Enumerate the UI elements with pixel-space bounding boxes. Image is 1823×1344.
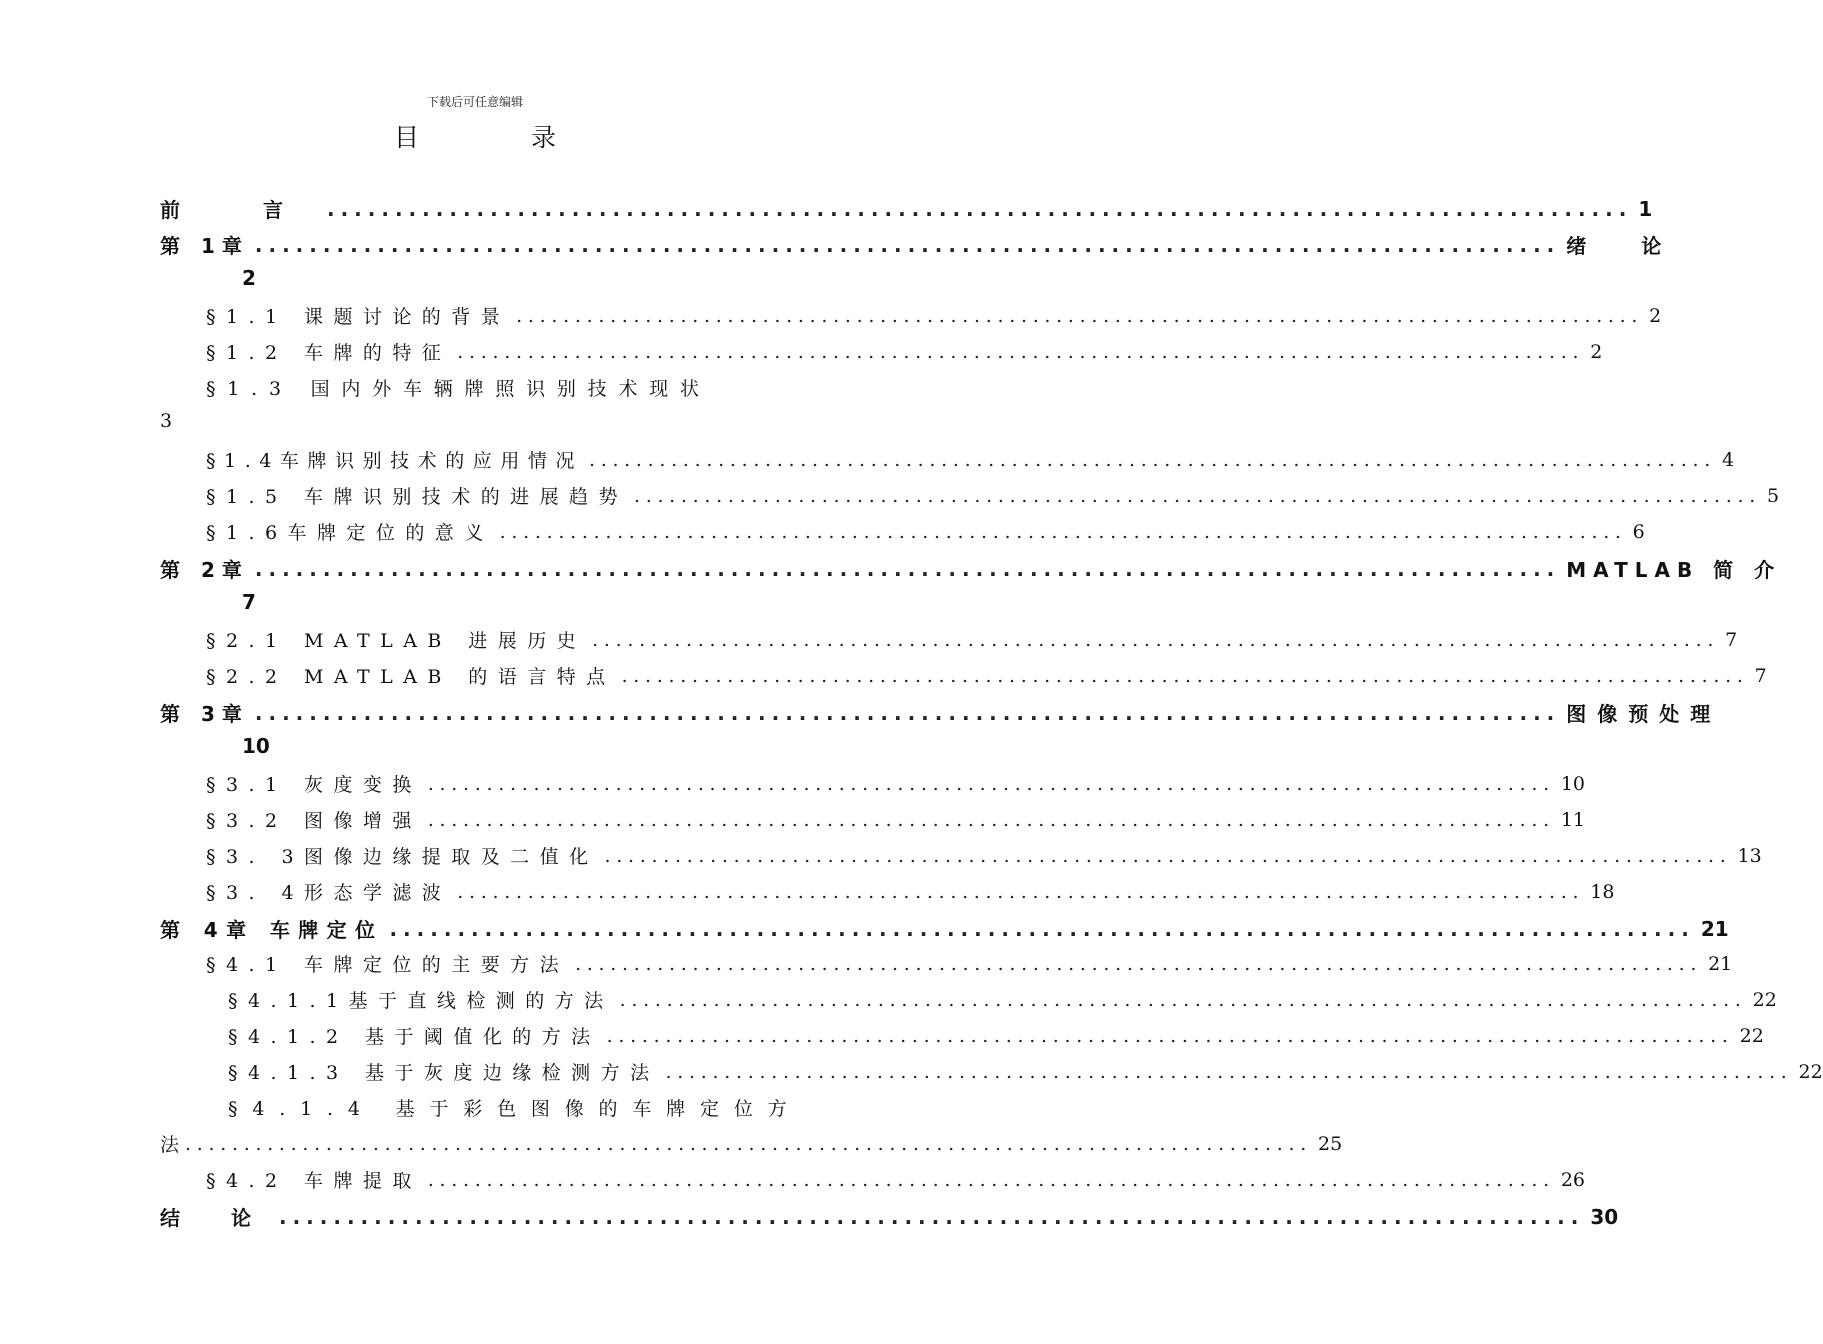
toc-entry[interactable]	[206, 626, 1738, 653]
toc-label: §3.2 图像增强	[206, 810, 422, 832]
toc-label: §1.4车牌识别技术的应用情况	[206, 450, 583, 472]
toc-page: 4	[1721, 448, 1735, 471]
toc-label-continued: 法	[160, 1134, 180, 1156]
toc-label: §1.3 国内外车辆牌照识别技术现状	[206, 378, 711, 400]
toc-page: 10	[242, 734, 270, 758]
toc-entry[interactable]	[206, 446, 1735, 473]
toc-leader: ................................................................................................	[588, 448, 1716, 471]
toc-leader: ................................................................................................	[427, 772, 1555, 795]
toc-entry[interactable]	[160, 698, 1722, 727]
toc-entry[interactable]	[228, 986, 1777, 1013]
toc-chapter-title: 图像预处理	[1566, 702, 1722, 726]
toc-leader: ................................................................................................	[427, 1168, 1555, 1191]
toc-label: §2.2 MATLAB 的语言特点	[206, 666, 616, 688]
toc-label: §1.6车牌定位的意义	[206, 522, 494, 544]
toc-entry[interactable]	[160, 914, 1729, 943]
toc-label: 前 言	[160, 198, 321, 222]
toc-page: 2	[1590, 340, 1603, 363]
toc-entry[interactable]	[206, 338, 1603, 365]
toc-leader: ................................................................................................	[254, 556, 1561, 581]
toc-leader: ................................................................................................	[254, 232, 1561, 257]
toc-page: 3	[160, 410, 173, 432]
toc-leader: ................................................................................................	[457, 340, 1585, 363]
toc-label: §4.1.3 基于灰度边缘检测方法	[228, 1062, 660, 1084]
toc-label: 结 论	[160, 1206, 273, 1230]
toc-page: 6	[1632, 520, 1645, 543]
toc-entry[interactable]	[206, 806, 1585, 833]
toc-label: §1.2 车牌的特征	[206, 342, 452, 364]
toc-leader: ................................................................................................	[499, 520, 1627, 543]
toc-entry[interactable]	[206, 950, 1733, 977]
toc-page: 7	[1754, 664, 1767, 687]
toc-leader: ................................................................................................	[516, 304, 1644, 327]
toc-chapter-title: MATLAB 简 介	[1566, 558, 1782, 582]
toc-page: 30	[1590, 1204, 1619, 1229]
toc-label: 第 1章	[160, 234, 249, 258]
toc-page: 2	[242, 266, 256, 290]
toc-entry[interactable]	[160, 554, 1782, 583]
toc-label: 第 4章 车牌定位	[160, 918, 384, 942]
toc-page: 22	[1752, 988, 1777, 1011]
toc-label: §1.5 车牌识别技术的进展趋势	[206, 486, 628, 508]
page-title: 目 录	[394, 123, 608, 152]
toc-leader: ................................................................................................	[604, 844, 1732, 867]
toc-page: 10	[1560, 772, 1585, 795]
toc-label: §4.1.4 基于彩色图像的车牌定位方	[228, 1098, 802, 1120]
toc-leader: ................................................................................................	[278, 1204, 1585, 1229]
toc-entry-continued[interactable]	[160, 1130, 1343, 1157]
toc-page: 5	[1766, 484, 1780, 507]
toc-entry[interactable]	[228, 1094, 828, 1121]
toc-leader: ................................................................................................	[457, 880, 1585, 903]
toc-label: §4.1.2 基于阈值化的方法	[228, 1026, 601, 1048]
toc-leader: ................................................................................................	[619, 988, 1747, 1011]
toc-leader: ................................................................................................	[326, 196, 1633, 221]
toc-entry[interactable]	[160, 230, 1686, 259]
header-note: 下载后可任意编辑	[426, 95, 523, 109]
toc-label: §2.1 MATLAB 进展历史	[206, 630, 587, 652]
toc-leader: ................................................................................................	[606, 1024, 1734, 1047]
toc-page: 26	[1560, 1168, 1585, 1191]
toc-label: §3.1 灰度变换	[206, 774, 422, 796]
toc-entry[interactable]	[206, 482, 1780, 509]
toc-label: §4.1.1基于直线检测的方法	[228, 990, 614, 1012]
toc-leader: ................................................................................................	[185, 1132, 1313, 1155]
toc-entry[interactable]	[228, 1058, 1823, 1085]
toc-entry[interactable]	[206, 662, 1767, 689]
toc-leader: ................................................................................................	[665, 1060, 1793, 1083]
toc-entry[interactable]	[206, 1166, 1585, 1193]
toc-entry[interactable]	[206, 518, 1645, 545]
toc-entry[interactable]	[206, 770, 1585, 797]
toc-entry[interactable]	[206, 842, 1762, 869]
toc-page: 1	[1638, 196, 1653, 221]
toc-page: 13	[1737, 844, 1762, 867]
toc-label: §1.1 课题讨论的背景	[206, 306, 511, 328]
toc-label: §3. 3图像边缘提取及二值化	[206, 846, 599, 868]
toc-page: 21	[1708, 952, 1733, 975]
toc-leader: ................................................................................................	[575, 952, 1703, 975]
toc-label: §4.2 车牌提取	[206, 1170, 422, 1192]
toc-entry[interactable]	[206, 878, 1615, 905]
toc-page: 22	[1798, 1060, 1823, 1083]
toc-page: 7	[242, 590, 256, 614]
toc-page: 21	[1700, 916, 1729, 941]
toc-label: 第 3章	[160, 702, 249, 726]
toc-leader: ................................................................................................	[592, 628, 1720, 651]
toc-page: 25	[1318, 1132, 1343, 1155]
toc-leader: ................................................................................................	[621, 664, 1749, 687]
toc-leader: ................................................................................................	[633, 484, 1761, 507]
toc-page: 2	[1649, 304, 1662, 327]
toc-page: 7	[1725, 628, 1738, 651]
toc-page: 18	[1590, 880, 1615, 903]
toc-label: §3. 4形态学滤波	[206, 882, 452, 904]
toc-label: 第 2章	[160, 558, 249, 582]
toc-page: 11	[1560, 808, 1585, 831]
toc-leader: ................................................................................................	[254, 700, 1561, 725]
toc-entry[interactable]	[160, 1202, 1619, 1231]
toc-entry[interactable]	[160, 194, 1653, 223]
toc-leader: ................................................................................................	[427, 808, 1555, 831]
toc-entry[interactable]	[206, 302, 1662, 329]
toc-entry[interactable]	[228, 1022, 1764, 1049]
toc-label: §4.1 车牌定位的主要方法	[206, 954, 570, 976]
toc-page: 22	[1739, 1024, 1764, 1047]
toc-leader: ................................................................................................	[389, 916, 1695, 941]
toc-chapter-title: 绪 论	[1566, 234, 1686, 258]
toc-entry[interactable]	[206, 374, 828, 401]
